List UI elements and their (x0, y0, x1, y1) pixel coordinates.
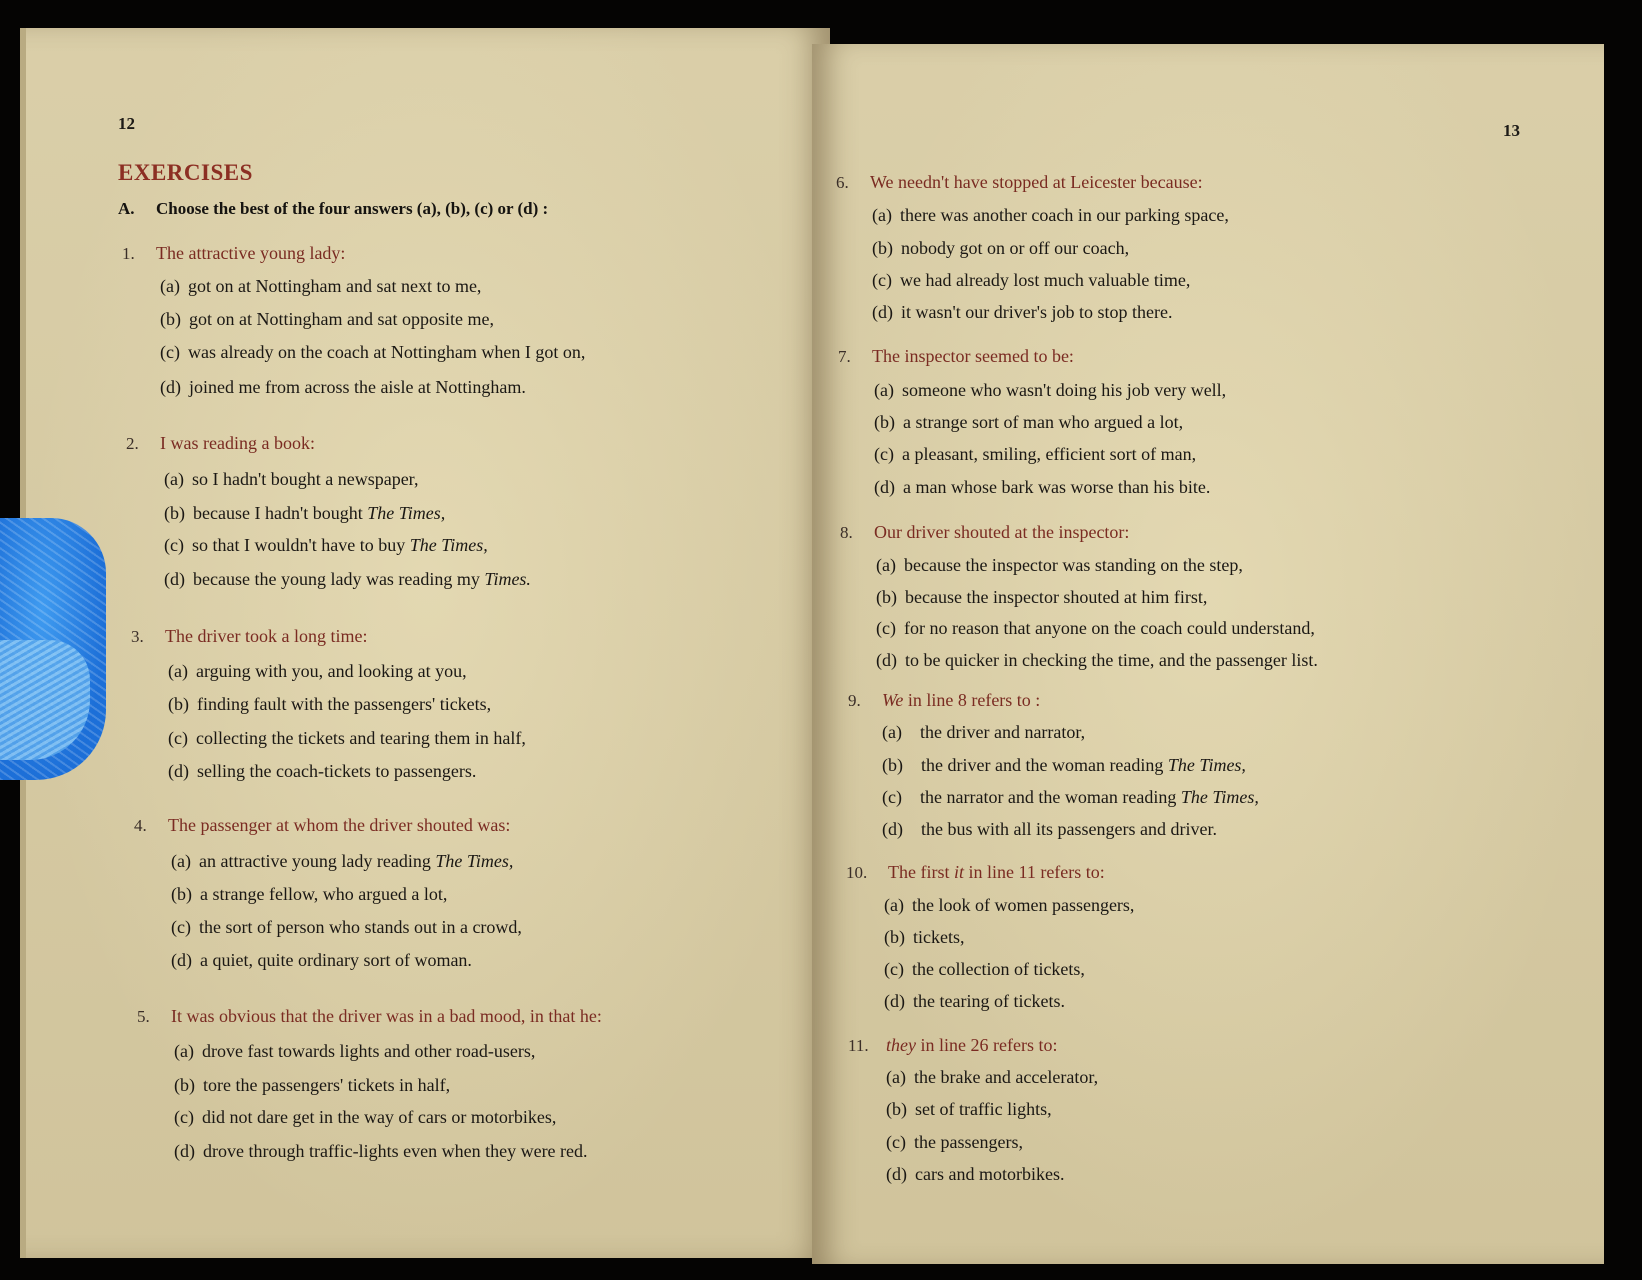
option-text: an attractive young lady reading (198, 851, 436, 871)
option-11b (886, 1099, 1052, 1120)
option-2b (164, 503, 445, 524)
option-9a (882, 722, 1085, 743)
option-text: a quiet, quite ordinary sort of woman. (200, 950, 472, 970)
option-text: the driver and the woman reading (921, 755, 1168, 775)
option-6d (872, 302, 1172, 323)
question-number: 7. (838, 347, 851, 366)
option-label: (b) (160, 309, 181, 329)
option-text: drove through traffic-lights even when they were red. (203, 1141, 588, 1161)
option-9c (882, 787, 1259, 808)
option-label: (c) (171, 917, 191, 937)
option-italic: The Times, (1167, 755, 1246, 775)
question-prompt: The first (888, 862, 954, 882)
option-label: (a) (174, 1041, 194, 1061)
option-label: (c) (876, 618, 896, 638)
option-label: (c) (160, 342, 180, 362)
option-label: (c) (882, 787, 902, 807)
option-text: so that I wouldn't have to buy (191, 535, 410, 555)
option-text: the bus with all its passengers and driver. (921, 819, 1217, 839)
option-2d (164, 569, 531, 590)
question-number: 1. (122, 244, 135, 263)
option-text: the look of women passengers, (911, 895, 1135, 915)
question-prompt: in line 8 refers to : (903, 690, 1041, 710)
option-label: (b) (872, 238, 893, 258)
option-3d (168, 761, 476, 782)
option-label: (d) (886, 1164, 907, 1184)
option-9b (882, 755, 1246, 776)
option-5d (174, 1141, 588, 1162)
option-label: (b) (168, 694, 189, 714)
option-label: (d) (882, 819, 903, 839)
option-text: got on at Nottingham and sat opposite me, (189, 309, 494, 329)
option-4d (171, 950, 472, 971)
option-7d (874, 477, 1210, 498)
option-1b (160, 309, 494, 330)
option-text: to be quicker in checking the time, and the passenger list. (905, 650, 1318, 670)
option-text: because I hadn't bought (193, 503, 368, 523)
option-8a (876, 555, 1243, 576)
option-text: the brake and accelerator, (913, 1067, 1099, 1087)
option-label: (d) (160, 377, 181, 397)
question-5 (137, 1006, 602, 1027)
option-3c (168, 728, 526, 749)
option-label: (d) (874, 477, 895, 497)
option-10a (884, 895, 1134, 916)
option-label: (b) (874, 412, 895, 432)
option-italic: Times. (484, 569, 531, 589)
exercises-heading: EXERCISES (118, 160, 253, 185)
option-6c (872, 270, 1190, 291)
option-7b (874, 412, 1183, 433)
question-4 (134, 815, 510, 836)
option-3b (168, 694, 491, 715)
option-label: (d) (876, 650, 897, 670)
option-6a (872, 205, 1229, 226)
question-number: 2. (126, 434, 139, 453)
option-text: the narrator and the woman reading (919, 787, 1181, 807)
option-label: (c) (164, 535, 184, 555)
option-label: (b) (884, 927, 905, 947)
option-label: (a) (884, 895, 904, 915)
option-text: the collection of tickets, (911, 959, 1085, 979)
option-4b (171, 884, 447, 905)
option-text: cars and motorbikes. (915, 1164, 1065, 1184)
option-1a (160, 276, 481, 297)
option-label: (c) (874, 444, 894, 464)
option-label: (c) (174, 1107, 194, 1127)
option-label: (a) (164, 469, 184, 489)
question-prompt-italic: We (882, 690, 904, 710)
option-text: it wasn't our driver's job to stop there. (901, 302, 1173, 322)
option-label: (c) (872, 270, 892, 290)
option-label: (a) (886, 1067, 906, 1087)
question-11 (848, 1035, 1057, 1056)
option-7c (874, 444, 1196, 465)
option-text: the sort of person who stands out in a crowd, (198, 917, 522, 937)
option-label: (a) (160, 276, 180, 296)
question-prompt-italic: it (953, 862, 964, 882)
option-text: for no reason that anyone on the coach could understand, (903, 618, 1315, 638)
option-label: (a) (171, 851, 191, 871)
question-prompt: We needn't have stopped at Leicester because: (870, 172, 1203, 192)
question-number: 6. (836, 173, 849, 192)
option-text: a pleasant, smiling, efficient sort of man, (901, 444, 1197, 464)
option-text: someone who wasn't doing his job very well, (901, 380, 1227, 400)
instruction-text: Choose the best of the four answers (a), (b), (c) or (d) : (156, 199, 549, 218)
option-10c (884, 959, 1085, 980)
option-2a (164, 469, 418, 490)
option-6b (872, 238, 1129, 259)
option-label: (d) (164, 569, 185, 589)
option-text: drove fast towards lights and other road-users, (201, 1041, 536, 1061)
option-11c (886, 1132, 1023, 1153)
option-1d (160, 377, 526, 398)
option-text: tickets, (913, 927, 965, 947)
option-text: because the inspector was standing on the step, (903, 555, 1243, 575)
option-5b (174, 1075, 450, 1096)
option-label: (d) (884, 991, 905, 1011)
question-6 (836, 172, 1203, 193)
option-label: (b) (886, 1099, 907, 1119)
question-number: 9. (848, 691, 861, 710)
question-prompt: in line 26 refers to: (915, 1035, 1058, 1055)
option-italic: The Times, (367, 503, 446, 523)
option-text: collecting the tickets and tearing them in half, (195, 728, 526, 748)
option-italic: The Times, (435, 851, 514, 871)
option-10d (884, 991, 1065, 1012)
question-number: 8. (840, 523, 853, 542)
option-label: (b) (171, 884, 192, 904)
question-prompt: Our driver shouted at the inspector: (874, 522, 1130, 542)
question-prompt: The driver took a long time: (165, 626, 368, 646)
option-5a (174, 1041, 535, 1062)
option-text: did not dare get in the way of cars or motorbikes, (201, 1107, 557, 1127)
option-text: arguing with you, and looking at you, (195, 661, 467, 681)
question-8 (840, 522, 1129, 543)
option-1c (160, 342, 585, 363)
option-text: finding fault with the passengers' tickets, (197, 694, 492, 714)
option-text: a strange fellow, who argued a lot, (200, 884, 448, 904)
option-3a (168, 661, 467, 682)
option-label: (a) (168, 661, 188, 681)
option-text: was already on the coach at Nottingham when I got on, (187, 342, 586, 362)
option-label: (b) (876, 587, 897, 607)
question-prompt: The passenger at whom the driver shouted was: (168, 815, 511, 835)
option-text: nobody got on or off our coach, (901, 238, 1130, 258)
question-prompt: The inspector seemed to be: (872, 346, 1074, 366)
option-text: got on at Nottingham and sat next to me, (187, 276, 482, 296)
option-text: selling the coach-tickets to passengers. (197, 761, 477, 781)
question-7 (838, 346, 1074, 367)
question-number: 3. (131, 627, 144, 646)
option-text: the tearing of tickets. (913, 991, 1065, 1011)
option-text: tore the passengers' tickets in half, (203, 1075, 451, 1095)
question-10 (846, 862, 1105, 883)
question-number: 11. (848, 1036, 869, 1055)
option-label: (d) (168, 761, 189, 781)
option-label: (b) (164, 503, 185, 523)
option-text: a man whose bark was worse than his bite. (903, 477, 1211, 497)
question-number: 5. (137, 1007, 150, 1026)
option-5c (174, 1107, 556, 1128)
option-label: (a) (872, 205, 892, 225)
page-number-left: 12 (118, 114, 135, 133)
instruction-letter: A. (118, 199, 135, 218)
question-prompt-italic: they (886, 1035, 916, 1055)
option-8b (876, 587, 1207, 608)
option-8c (876, 618, 1315, 639)
option-text: because the young lady was reading my (193, 569, 485, 589)
option-text: a strange sort of man who argued a lot, (903, 412, 1184, 432)
option-text: joined me from across the aisle at Nottingham. (189, 377, 526, 397)
option-9d (882, 819, 1217, 840)
question-2 (126, 433, 315, 454)
option-text: the passengers, (913, 1132, 1023, 1152)
question-prompt: The attractive young lady: (156, 243, 346, 263)
question-1 (122, 243, 345, 264)
option-4c (171, 917, 522, 938)
option-label: (a) (876, 555, 896, 575)
option-text: we had already lost much valuable time, (899, 270, 1191, 290)
option-text: there was another coach in our parking space, (899, 205, 1229, 225)
option-11d (886, 1164, 1064, 1185)
option-label: (c) (168, 728, 188, 748)
option-text: the driver and narrator, (919, 722, 1086, 742)
option-2c (164, 535, 488, 556)
option-8d (876, 650, 1318, 671)
option-italic: The Times, (1180, 787, 1259, 807)
option-text: set of traffic lights, (915, 1099, 1052, 1119)
option-label: (d) (171, 950, 192, 970)
question-number: 4. (134, 816, 147, 835)
question-3 (131, 626, 367, 647)
option-label: (a) (882, 722, 902, 742)
option-italic: The Times, (409, 535, 488, 555)
option-label: (b) (882, 755, 903, 775)
option-label: (b) (174, 1075, 195, 1095)
page-number-right: 13 (1503, 121, 1520, 140)
option-label: (d) (174, 1141, 195, 1161)
option-label: (a) (874, 380, 894, 400)
option-text: so I hadn't bought a newspaper, (191, 469, 419, 489)
question-prompt-tail: in line 11 refers to: (964, 862, 1105, 882)
option-7a (874, 380, 1226, 401)
option-label: (c) (886, 1132, 906, 1152)
option-label: (c) (884, 959, 904, 979)
option-10b (884, 927, 965, 948)
option-11a (886, 1067, 1098, 1088)
question-9 (848, 690, 1040, 711)
option-label: (d) (872, 302, 893, 322)
instruction (118, 199, 548, 219)
question-number: 10. (846, 863, 868, 882)
question-prompt: I was reading a book: (160, 433, 315, 453)
question-prompt: It was obvious that the driver was in a bad mood, in that he: (171, 1006, 602, 1026)
option-text: because the inspector shouted at him first, (905, 587, 1208, 607)
option-4a (171, 851, 513, 872)
